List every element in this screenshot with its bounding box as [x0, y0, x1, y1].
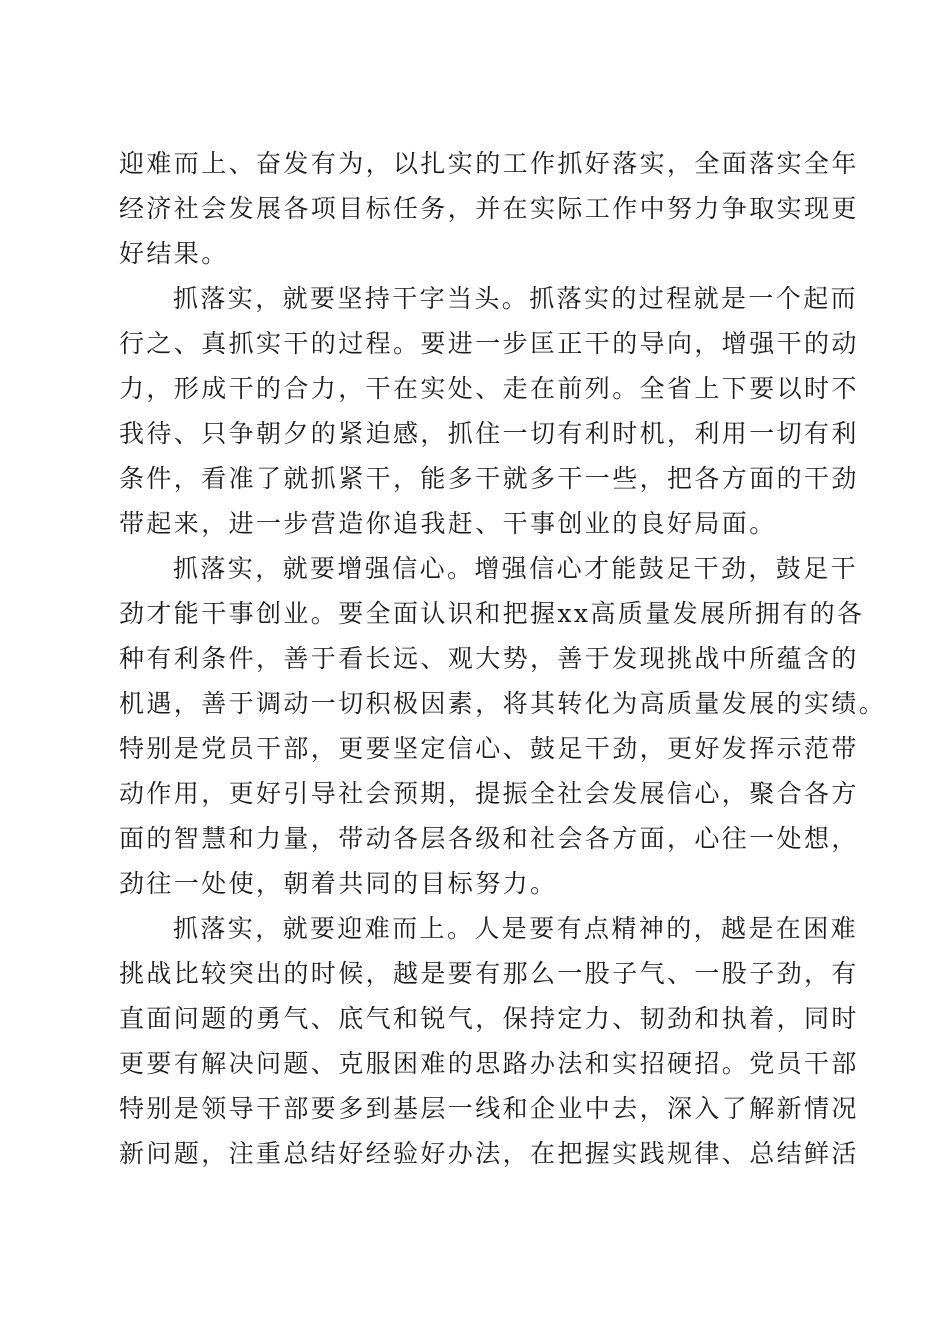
- text-line: 抓落实，就要增强信心。增强信心才能鼓足干劲，鼓足干: [173, 554, 859, 583]
- text-line: 我待、只争朝夕的紧迫感，抓住一切有利时机，利用一切有利: [119, 419, 859, 448]
- paragraph-ying-nan-er-shang: [119, 906, 859, 1176]
- paragraph-continuation: [119, 141, 859, 276]
- text-line: 劲才能干事创业。要全面认识和把握xx高质量发展所拥有的各: [119, 599, 865, 628]
- paragraph-zeng-qiang-xin-xin: [119, 546, 887, 906]
- text-line: 抓落实，就要迎难而上。人是要有点精神的，越是在困难: [173, 914, 859, 943]
- text-line: 直面问题的勇气、底气和锐气，保持定力、韧劲和执着，同时: [119, 1004, 859, 1033]
- paragraph-gan-zi-dang-tou: [119, 276, 859, 546]
- text-line: 动作用，更好引导社会预期，提振全社会发展信心，聚合各方: [119, 779, 859, 808]
- text-line: 带起来，进一步营造你追我赶、干事创业的良好局面。: [119, 509, 777, 538]
- text-line: 迎难而上、奋发有为，以扎实的工作抓好落实，全面落实全年: [119, 149, 859, 178]
- text-line: 新问题，注重总结好经验好办法，在把握实践规律、总结鲜活: [119, 1139, 859, 1168]
- document-body: [119, 141, 887, 1176]
- text-line: 抓落实，就要坚持干字当头。抓落实的过程就是一个起而: [173, 284, 859, 313]
- text-line: 经济社会发展各项目标任务，并在实际工作中努力争取实现更: [119, 194, 859, 223]
- text-line: 种有利条件，善于看长远、观大势，善于发现挑战中所蕴含的: [119, 644, 859, 673]
- text-line: 特别是领导干部要多到基层一线和企业中去，深入了解新情况: [119, 1094, 859, 1123]
- text-line: 劲往一处使，朝着共同的目标努力。: [119, 869, 558, 898]
- text-line: 力，形成干的合力，干在实处、走在前列。全省上下要以时不: [119, 374, 859, 403]
- text-line: 面的智慧和力量，带动各层各级和社会各方面，心往一处想，: [119, 824, 859, 853]
- text-line: 条件，看准了就抓紧干，能多干就多干一些，把各方面的干劲: [119, 464, 859, 493]
- text-line: 好结果。: [119, 239, 229, 268]
- text-line: 更要有解决问题、克服困难的思路办法和实招硬招。党员干部: [119, 1049, 859, 1078]
- text-line: 特别是党员干部，更要坚定信心、鼓足干劲，更好发挥示范带: [119, 734, 859, 763]
- text-line: 机遇，善于调动一切积极因素，将其转化为高质量发展的实绩。: [119, 689, 887, 718]
- text-line: 挑战比较突出的时候，越是要有那么一股子气、一股子劲，有: [119, 959, 859, 988]
- text-line: 行之、真抓实干的过程。要进一步匡正干的导向，增强干的动: [119, 329, 859, 358]
